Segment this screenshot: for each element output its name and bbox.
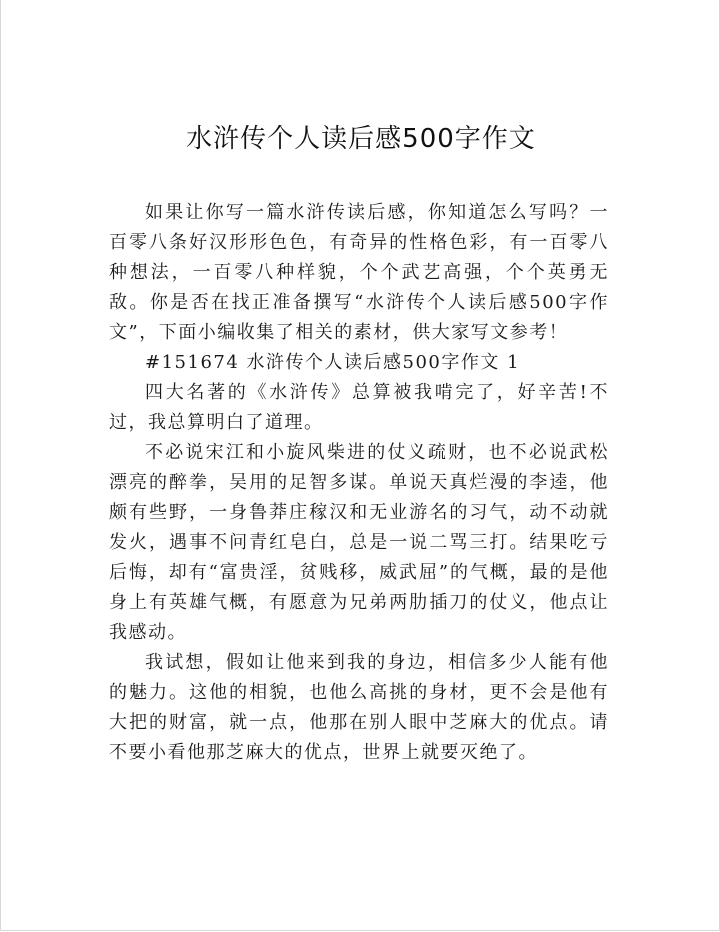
- paragraph: 四大名著的《水浒传》总算被我啃完了，好辛苦!不过，我总算明白了道理。: [109, 382, 609, 433]
- paragraph: #151674 水浒传个人读后感500字作文 1: [145, 352, 521, 373]
- paragraph: 我试想，假如让他来到我的身边，相信多少人能有他的魅力。这他的相貌，也他么高挑的身材，更不会是他有大把的财富，就一点，他那在别人眼中芝麻大的优点。请不要小看他那芝麻大的优点，世界上就要灭绝了。: [109, 652, 609, 763]
- paragraph: 不必说宋江和小旋风柴进的仗义疏财，也不必说武松漂亮的醉拳，吴用的足智多谋。单说天真烂漫的李逵，他颇有些野，一身鲁莽庄稼汉和无业游名的习气，动不动就发火，遇事不问青红皂白，总是一说二骂三打。结果吃亏后悔，却有“富贵淫，贫贱移，威武屈”的气概，最的是他身上有英雄气概，有愿意为兄弟两肋插刀的仗义，他点让我感动。: [109, 442, 609, 643]
- document-title: 水浒传个人读后感500字作文: [186, 124, 536, 154]
- paragraph: 如果让你写一篇水浒传读后感，你知道怎么写吗？一百零八条好汉形形色色，有奇异的性格色彩，有一百零八种想法，一百零八种样貌，个个武艺高强，个个英勇无敌。你是否在找正准备撰写“水浒传个人读后感500字作文”，下面小编收集了相关的素材，供大家写文参考！: [109, 202, 609, 343]
- document-body: [109, 198, 609, 768]
